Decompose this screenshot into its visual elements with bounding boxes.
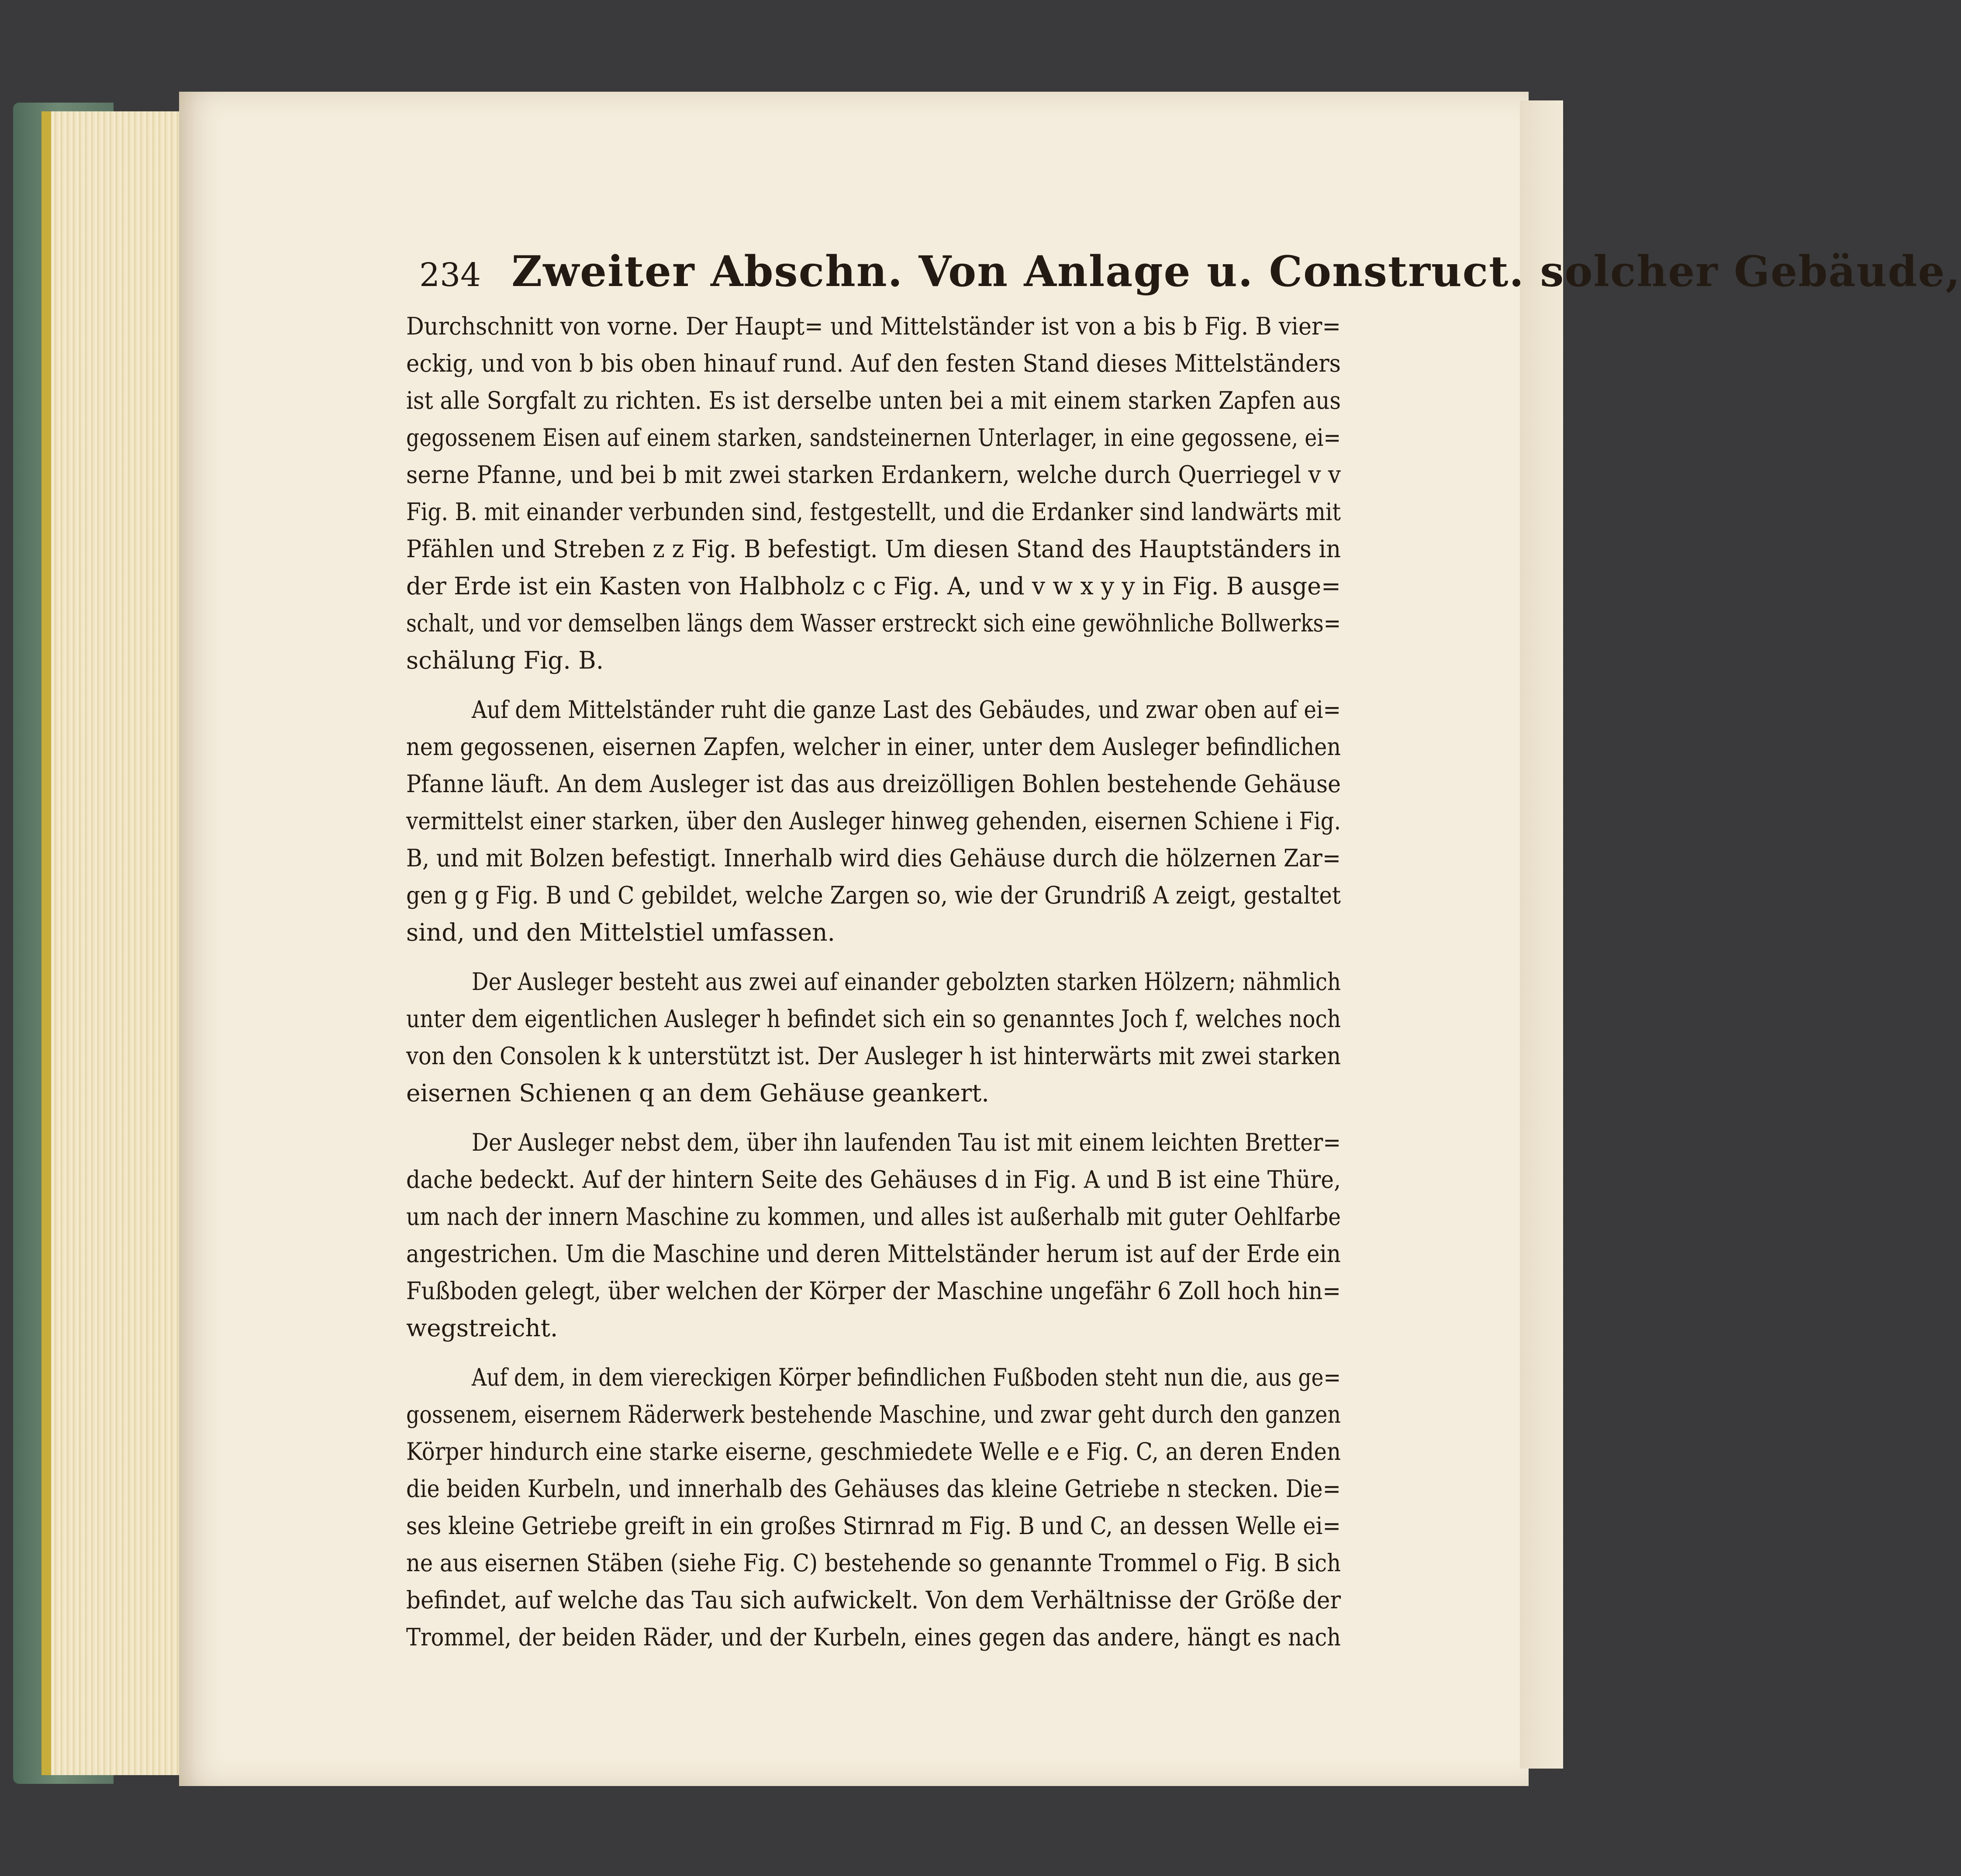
text-line: Trommel, der beiden Räder, und der Kurbeln, eines gegen das andere, hängt es nach	[406, 1623, 1341, 1651]
facing-page-edge	[1520, 100, 1563, 1769]
text-line: angestrichen. Um die Maschine und deren Mittelständer herum ist auf der Erde ein	[406, 1240, 1341, 1268]
text-line: ne aus eisernen Stäben (siehe Fig. C) bestehende so genannte Trommel o Fig. B sich	[406, 1549, 1341, 1577]
body-text	[406, 308, 1341, 1656]
text-line: von den Consolen k k unterstützt ist. Der Ausleger h ist hinterwärts mit zwei starken	[406, 1042, 1341, 1070]
text-line: Der Ausleger besteht aus zwei auf einander gebolzten starken Hölzern; nähmlich	[472, 968, 1341, 996]
text-line: gegossenem Eisen auf einem starken, sandsteinernen Unterlager, in eine gegossene, ei=	[406, 424, 1341, 452]
text-line: Auf dem Mittelständer ruht die ganze Last des Gebäudes, und zwar oben auf ei=	[472, 696, 1341, 724]
text-line: Durchschnitt von vorne. Der Haupt= und Mittelständer ist von a bis b Fig. B vier=	[406, 312, 1341, 340]
text-line: gossenem, eisernem Räderwerk bestehende Maschine, und zwar geht durch den ganzen	[406, 1400, 1341, 1428]
text-line: schalt, und vor demselben längs dem Wasser erstreckt sich eine gewöhnliche Bollwerks=	[406, 609, 1341, 637]
paragraph	[406, 1124, 1341, 1347]
text-line: nem gegossenen, eisernen Zapfen, welcher in einer, unter dem Ausleger befindlichen	[406, 733, 1341, 761]
page-number: 234	[419, 256, 481, 294]
text-line: eisernen Schienen q an dem Gehäuse geankert.	[406, 1079, 989, 1107]
text-line: Fußboden gelegt, über welchen der Körper der Maschine ungefähr 6 Zoll hoch hin=	[406, 1277, 1341, 1305]
text-line: befindet, auf welche das Tau sich aufwickelt. Von dem Verhältnisse der Größe der	[406, 1586, 1341, 1614]
text-line: die beiden Kurbeln, und innerhalb des Gehäuses das kleine Getriebe n stecken. Die=	[406, 1475, 1341, 1503]
text-line: Pfählen und Streben z z Fig. B befestigt. Um diesen Stand des Hauptständers in	[406, 535, 1341, 563]
text-line: vermittelst einer starken, über den Ausleger hinweg gehenden, eisernen Schiene i Fig.	[406, 807, 1341, 835]
text-line: Pfanne läuft. An dem Ausleger ist das aus dreizölligen Bohlen bestehende Gehäuse	[406, 770, 1341, 798]
text-line: sind, und den Mittelstiel umfassen.	[406, 918, 835, 946]
text-line: Der Ausleger nebst dem, über ihn laufenden Tau ist mit einem leichten Bretter=	[472, 1128, 1341, 1156]
page-edges	[41, 111, 195, 1775]
text-line: Körper hindurch eine starke eiserne, geschmiedete Welle e e Fig. C, an deren Enden	[406, 1438, 1341, 1466]
text-line: B, und mit Bolzen befestigt. Innerhalb wird dies Gehäuse durch die hölzernen Zar=	[406, 844, 1341, 872]
running-head: Zweiter Abschn. Von Anlage u. Construct. solcher Gebäude,	[511, 247, 1961, 296]
text-line: wegstreicht.	[406, 1314, 558, 1342]
text-line: schälung Fig. B.	[406, 646, 604, 674]
text-line: ist alle Sorgfalt zu richten. Es ist derselbe unten bei a mit einem starken Zapfen aus	[406, 386, 1341, 414]
text-line: Fig. B. mit einander verbunden sind, festgestellt, und die Erdanker sind landwärts mit	[406, 498, 1341, 526]
text-line: dache bedeckt. Auf der hintern Seite des Gehäuses d in Fig. A und B ist eine Thüre,	[406, 1166, 1341, 1193]
paragraph	[406, 691, 1341, 951]
text-line: der Erde ist ein Kasten von Halbholz c c Fig. A, und v w x y y in Fig. B ausge=	[406, 572, 1341, 600]
text-line: ses kleine Getriebe greift in ein großes Stirnrad m Fig. B und C, an dessen Welle ei=	[406, 1512, 1341, 1540]
paragraph	[406, 308, 1341, 679]
paragraph	[406, 963, 1341, 1112]
text-line: Auf dem, in dem viereckigen Körper befindlichen Fußboden steht nun die, aus ge=	[472, 1363, 1341, 1391]
page-header	[419, 247, 1961, 303]
text-line: unter dem eigentlichen Ausleger h befindet sich ein so genanntes Joch f, welches noch	[406, 1005, 1341, 1033]
text-line: eckig, und von b bis oben hinauf rund. Auf den festen Stand dieses Mittelständers	[406, 349, 1341, 377]
text-line: serne Pfanne, und bei b mit zwei starken Erdankern, welche durch Querriegel v v	[406, 461, 1341, 489]
text-line: gen g g Fig. B und C gebildet, welche Zargen so, wie der Grundriß A zeigt, gestaltet	[406, 881, 1341, 909]
paragraph	[406, 1359, 1341, 1656]
text-line: um nach der innern Maschine zu kommen, und alles ist außerhalb mit guter Oehlfarbe	[406, 1203, 1341, 1231]
